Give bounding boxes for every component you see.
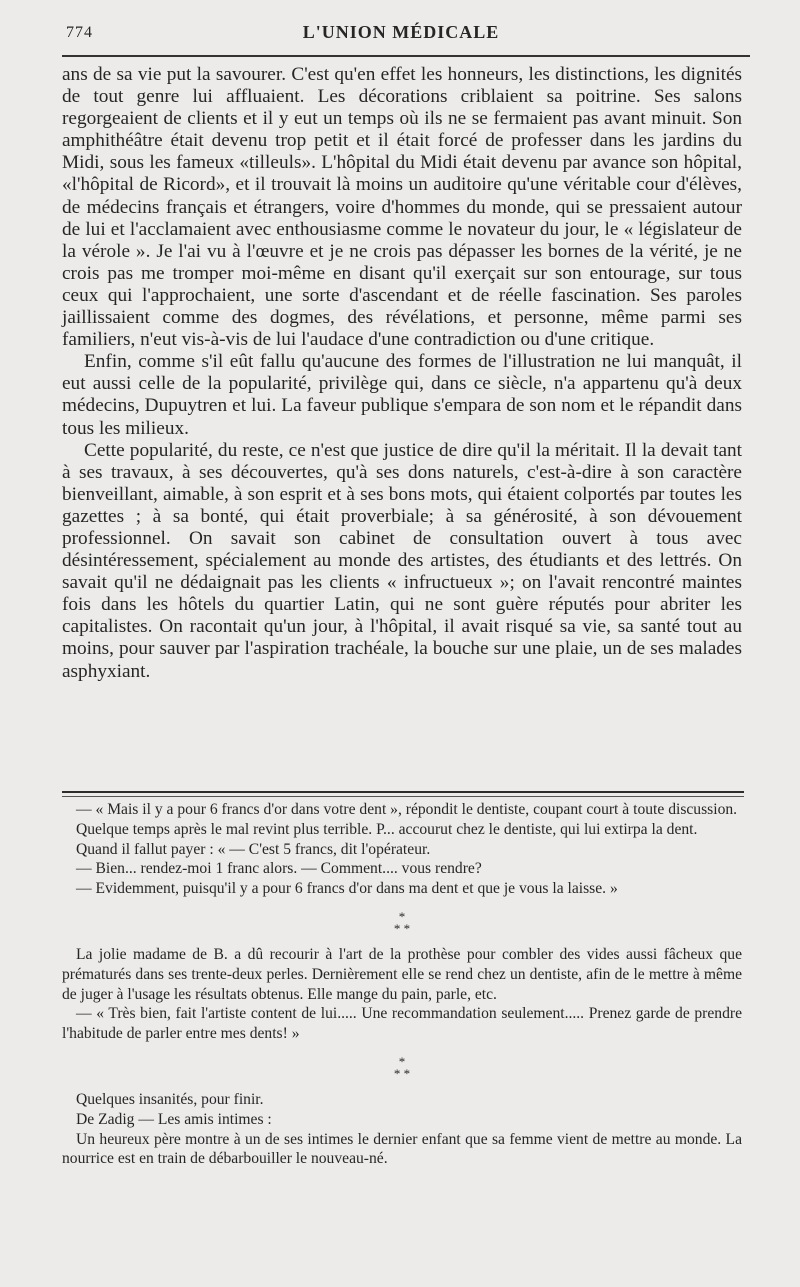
asterism-separator: [62, 1053, 742, 1081]
anecdote-line: Un heureux père montre à un de ses intimes le dernier enfant que sa femme vient de mettre au monde. La nourrice est en train de débarbouiller le nouveau-né.: [62, 1130, 742, 1168]
anecdote-line: — « Mais il y a pour 6 francs d'or dans votre dent », répondit le dentiste, coupant court à toute discussion.: [76, 801, 738, 818]
header-rule: [62, 55, 750, 57]
page-header: [62, 18, 740, 48]
asterism-separator: [62, 908, 742, 936]
anecdote-line: — « Très bien, fait l'artiste content de lui..... Une recommandation seulement..... Prenez garde de prendre l'habitude de parler entre mes dents! »: [62, 1005, 742, 1043]
asterism-top: *: [398, 1053, 406, 1069]
anecdote-line: — Evidemment, puisqu'il y a pour 6 francs d'or dans ma dent et que je vous la laisse. »: [76, 880, 618, 898]
anecdote-line: Quelques insanités, pour finir.: [76, 1090, 264, 1108]
journal-title: L'UNION MÉDICALE: [302, 22, 500, 42]
asterism-bottom: * *: [393, 920, 411, 936]
paragraph: Enfin, comme s'il eût fallu qu'aucune des formes de l'illustration ne lui manquât, il eut aussi celle de la popularité, privilège qui, dans ce siècle, n'a appartenu qu'à deux médecins, Dupuytren et lui. La faveur publique s'empara de son nom et le répandit dans tous les milieux.: [62, 351, 742, 439]
section-divider: [62, 791, 744, 793]
anecdote-line: De Zadig — Les amis intimes :: [76, 1110, 272, 1128]
anecdotes-section: [62, 800, 742, 1169]
page-number: 774: [66, 24, 93, 41]
paragraph: ans de sa vie put la savourer. C'est qu'en effet les honneurs, les distinctions, les dignités de tout genre lui affluaient. Les décorations criblaient sa poitrine. Ses salons regorgeaient de clients et il y eut un temps où ils ne se fermaient pas avant minuit. Son amphithéâtre était devenu trop petit et il était forcé de professer dans les jardins du Midi, sous les fameux «tilleuls». L'hôpital du Midi était devenu par avance son hôpital, «l'hôpital de Ricord», et il trouvait là moins un auditoire qu'une véritable cour d'élèves, de médecins français et étrangers, voire d'hommes du monde, qui se pressaient autour de lui et l'acclamaient avec enthousiasme comme le novateur du jour, le « législateur de la vérole ». Je l'ai vu à l'œuvre et je ne crois pas dépasser les bornes de la vérité, je ne crois pas me tromper moi-même en disant qu'il exerçait sur son entourage, sur tous ceux qui l'approchaient, une sorte d'ascendant et de réelle fascination. Ses paroles jaillissaient comme des dogmes, des révélations, et personne, même parmi ses familiers, n'eut vis-à-vis de lui l'audace d'une contradiction ou d'une critique.: [62, 64, 742, 351]
asterism-top: *: [398, 908, 406, 924]
anecdote-line: La jolie madame de B. a dû recourir à l'art de la prothèse pour combler des vides aussi fâcheux que prématurés dans ses trente-deux perles. Dernièrement elle se rend chez un dentiste, afin de le mettre à même de juger à l'usage les résultats obtenus. Elle mange du pain, parle, etc.: [62, 945, 742, 1003]
section-divider-thin: [62, 796, 744, 797]
main-article-text: [62, 64, 742, 683]
anecdote-line: Quelque temps après le mal revint plus terrible. P... accourut chez le dentiste, qui lui extirpa la dent.: [76, 820, 698, 838]
asterism-bottom: * *: [393, 1065, 411, 1081]
paragraph: Cette popularité, du reste, ce n'est que justice de dire qu'il la méritait. Il la devait tant à ses travaux, à ses découvertes, qu'à ses dons naturels, c'est-à-dire à son caractère bienveillant, aimable, à son esprit et à ses bons mots, qui étaient colportés par toutes les gazettes ; à sa bonté, qui était proverbiale; à sa générosité, à son dévouement professionnel. On savait son cabinet de consultation ouvert à tous avec désintéressement, spécialement au monde des artistes, des étudiants et des lettrés. On savait qu'il ne dédaignait pas les clients « infructueux »; on l'avait rencontré maintes fois dans les hôtels du quartier Latin, qui ne sont guère réputés pour abriter les capitalistes. On racontait qu'un jour, à l'hôpital, il avait risqué sa vie, sa santé tout au moins, pour sauver par l'aspiration trachéale, la bouche sur une plaie, un de ses malades asphyxiant.: [62, 439, 742, 682]
anecdote-line: Quand il fallut payer : « — C'est 5 francs, dit l'opérateur.: [76, 840, 431, 858]
anecdote-line: — Bien... rendez-moi 1 franc alors. — Comment.... vous rendre?: [76, 860, 482, 878]
